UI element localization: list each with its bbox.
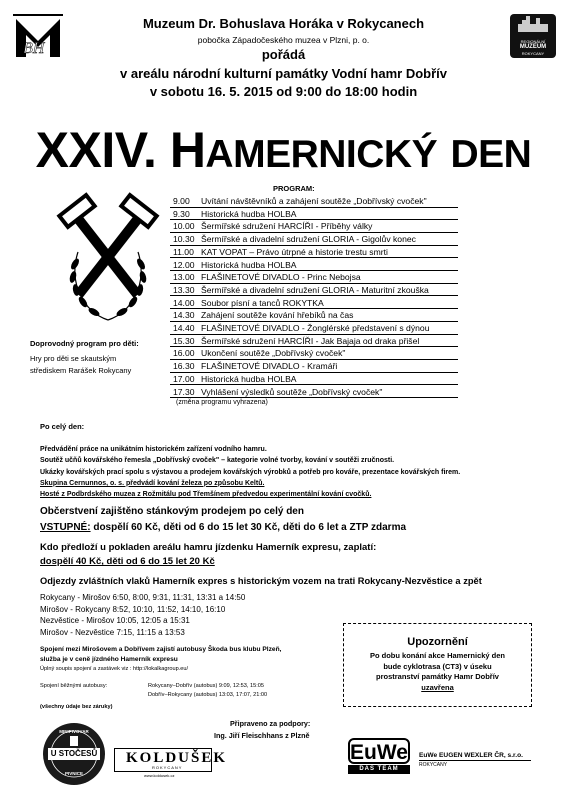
koldusek-logo: [114, 746, 228, 778]
koldusek-sub: ROKYCANY: [152, 765, 183, 770]
program-text: KAT VOPAT – Právo útrpné a historie trestu smrti: [201, 246, 388, 257]
hammers-emblem: [48, 192, 168, 327]
notice-heading: Upozornění: [407, 636, 468, 648]
program-text: FLAŠINETOVÉ DIVADLO - Žonglérské představení s dýnou: [201, 323, 430, 333]
notice-line1: Po dobu konání akce Hamernický den: [369, 651, 506, 660]
admission-label: VSTUPNÉ:: [40, 522, 91, 533]
all-day-line: Skupina Cernunnos, o. s. předvádí kování železa po způsobu Keltů.: [40, 479, 265, 487]
bus-line3: Úplný soupis spojení a zastávek viz : http://lokalkagroup.eu/: [40, 666, 189, 672]
organizes-label: pořádá: [261, 47, 306, 62]
brewery-top: MINIPIVOVAR: [59, 729, 89, 734]
program-time: 10.00: [173, 221, 195, 232]
program-time: 13.00: [173, 272, 195, 283]
bus-line1: Spojení mezi Mirošovem a Dobřívem zajistí autobusy Škoda bus klubu Plzeň,: [40, 646, 282, 653]
program-time: 11.00: [173, 246, 194, 257]
all-day-line: Předvádění práce na unikátním historickém zařízení vodního hamru.: [40, 446, 267, 453]
program-time: 14.00: [173, 297, 195, 308]
program-time: 16.00: [173, 348, 195, 359]
bus-line2: služba je v ceně jízdného Hamerník expresu: [40, 656, 178, 663]
euwe-city: ROKYCANY: [419, 762, 448, 768]
bus-regular2: Dobřív–Rokycany (autobus) 13:03, 17:07, 21:00: [148, 692, 268, 698]
admission: [40, 522, 406, 533]
program-time: 14.40: [173, 323, 195, 333]
euwe-team: DAS TEAM: [348, 765, 410, 774]
bus-disclaimer: (všechny údaje bez záruky): [40, 704, 113, 710]
train-row: Mirošov - Nezvěstice 7:15, 11:15 a 13:53: [40, 627, 185, 637]
train-row: Mirošov - Rokycany 8:52, 10:10, 11:52, 14:10, 16:10: [40, 604, 226, 614]
brewery-bottom: PIVNICE: [64, 771, 83, 776]
badge-mid: MUZEUM: [519, 44, 547, 50]
euwe-company: EuWe EUGEN WEXLER ČR, s.r.o.: [419, 752, 523, 759]
notice-box: [343, 623, 532, 707]
side-program-text2: střediskem Rarášek Rokycany: [30, 366, 132, 375]
express-discount-line1: Kdo předloží u pokladen areálu hamru jízdenku Hamerník expresu, zaplatí:: [40, 542, 377, 553]
program-time: 9.30: [173, 208, 190, 219]
program-text: Šermířské sdružení HARCÍŘI - Příběhy války: [201, 221, 373, 232]
program-note: (změna programu vyhrazena): [176, 399, 268, 406]
date-line: v sobotu 16. 5. 2015 od 9:00 do 18:00 hodin: [149, 84, 418, 99]
all-day-line: Soutěž učňů kovářského řemesla „Dobřívský cvoček" – kategorie volné tvorby, kování v soutěži zručnosti.: [40, 457, 395, 465]
all-day-list: [40, 444, 560, 500]
train-times: [40, 592, 245, 638]
svg-text:BH: BH: [23, 40, 45, 57]
side-program-heading: Doprovodný program pro děti:: [30, 339, 139, 348]
program-time: 17.00: [173, 373, 195, 384]
program-time: 16.30: [173, 361, 195, 372]
program-text: Ukončení soutěže „Dobřívský cvoček": [201, 348, 346, 359]
museum-branch: pobočka Západočeského muzea v Plzni, p. o.: [197, 35, 370, 45]
program-text: Historická hudba HOLBA: [201, 259, 297, 270]
museum-logo: [13, 13, 63, 61]
event-title: [0, 122, 567, 183]
all-day-line: Hosté z Podbrdského muzea z Rožmitálu pod Třemšínem předvedou experimentální kování cvočků.: [40, 491, 372, 499]
program-time: 12.00: [173, 259, 195, 270]
program-time: 10.30: [173, 234, 195, 245]
program-text: Historická hudba HOLBA: [201, 373, 297, 384]
admission-text: dospělí 60 Kč, děti od 6 do 15 let 30 Kč, děti do 6 let a ZTP zdarma: [90, 522, 407, 533]
title-word1-rest: AMERNICKÝ: [205, 133, 438, 176]
side-program-text1: Hry pro děti se skautským: [30, 354, 117, 363]
program-text: Vyhlášení výsledků soutěže „Dobřívský cvoček": [201, 386, 383, 397]
title-word2: DEN: [450, 133, 532, 176]
venue-line: v areálu národní kulturní památky Vodní hamr Dobřív: [120, 66, 447, 81]
program-text: Zahájení soutěže kování hřebíků na čas: [201, 310, 354, 321]
euwe-divider: [419, 760, 531, 761]
program-text: Soubor písní a tanců ROKYTKA: [201, 297, 324, 308]
program-text: Šermířské sdružení HARCÍŘI - Jak Bajaja od draka přišel: [201, 335, 420, 346]
express-discount-line2: dospělí 40 Kč, děti od 6 do 15 let 20 Kč: [40, 556, 215, 567]
program-time: 9.00: [173, 196, 190, 206]
euwe-mark: EuWe: [348, 738, 410, 764]
brewery-name: U STOČESŮ: [50, 749, 98, 758]
museum-name: Muzeum Dr. Bohuslava Horáka v Rokycanech: [142, 16, 425, 31]
regional-museum-badge: [510, 14, 556, 58]
brewery-logo: [42, 722, 106, 786]
koldusek-name: KOLDUŠEK: [126, 750, 228, 766]
title-initial: H: [169, 122, 206, 178]
program-text: FLAŠINETOVÉ DIVADLO - Princ Nebojsa: [201, 272, 361, 283]
program-time: 15.30: [173, 335, 195, 346]
euwe-logo: [348, 738, 410, 774]
all-day-heading: Po celý den:: [40, 422, 85, 431]
badge-bottom: ROKYCANY: [521, 51, 545, 56]
badge-top: REGIONÁLNÍ: [520, 39, 546, 44]
koldusek-web: www.koldusek.cz: [144, 773, 175, 778]
program-time: 17.30: [173, 386, 195, 397]
bus-regular1: Rokycany–Dobřív (autobus) 9:09, 12:53, 15:05: [148, 683, 264, 689]
castle-icon: [510, 14, 556, 34]
trains-heading: Odjezdy zvláštních vlaků Hamerník expres s historickým vozem na trati Rokycany-Nezvěstice a zpět: [40, 576, 482, 586]
notice-line4: uzavřena: [421, 682, 454, 692]
title-numeral: XXIV.: [35, 122, 157, 178]
program-text: Historická hudba HOLBA: [201, 208, 297, 219]
notice-line3: prostranství památky Hamr Dobřív: [376, 672, 499, 681]
all-day-line: Ukázky kovářských prací spolu s výstavou a prodejem kovářských výrobků a potřeb pro kováře, prezentace kovářských firem.: [40, 468, 461, 476]
program-time: 14.30: [173, 310, 195, 321]
program-text: Šermířské a divadelní sdružení GLORIA - Maturitní zkouška: [201, 284, 429, 295]
program-text: FLAŠINETOVÉ DIVADLO - Kramáři: [201, 361, 338, 372]
sponsor-person: Ing. Jiří Fleischhans z Plzně: [214, 731, 310, 740]
notice-line2: bude cyklotrasa (CT3) v úseku: [383, 661, 492, 671]
program-time: 13.30: [173, 284, 195, 295]
train-row: Nezvěstice - Mirošov 10:05, 12:05 a 15:31: [40, 616, 190, 625]
program-text: Uvítání návštěvníků a zahájení soutěže „Dobřívský cvoček": [201, 196, 427, 206]
program-heading: PROGRAM:: [273, 184, 315, 193]
refreshments: Občerstvení zajištěno stánkovým prodejem po celý den: [40, 506, 304, 517]
train-row: Rokycany - Mirošov 6:50, 8:00, 9:31, 11:31, 13:31 a 14:50: [40, 593, 246, 602]
prepared-label: Připraveno za podpory:: [230, 719, 311, 728]
program-rule: [170, 397, 458, 398]
program-text: Šermířské a divadelní sdružení GLORIA - Gigolův konec: [201, 234, 416, 245]
bus-regular-label: Spojení běžnými autobusy:: [40, 683, 108, 689]
